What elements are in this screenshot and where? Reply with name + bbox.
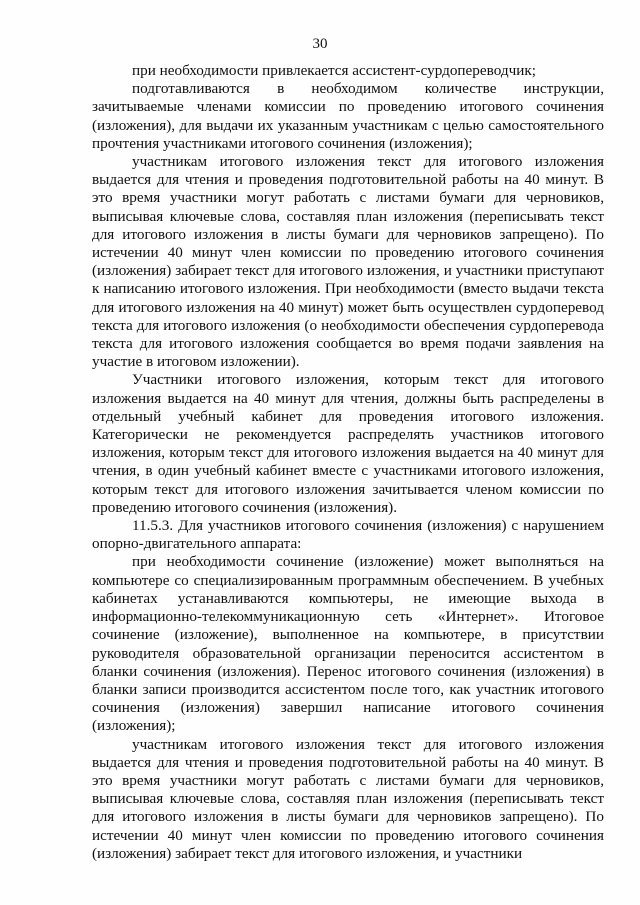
paragraph-reading-time: участникам итогового изложения текст для итогового изложения выдается для чтения и проведения подготовительной работы на 40 минут. В это время участники могут работать с листами бумаги для черновиков, выписывая ключевые слова, составляя план изложения (переписывать текст для итогового изложения в листы бумаги для черновиков запрещено). По истечении 40 минут член комиссии по проведению итогового сочинения (изложения) забирает текст для итогового изложения, и участники приступают к написанию итогового изложения. При необходимости (вместо выдачи текста для итогового изложения на 40 минут) может быть осуществлен сурдоперевод текста для итогового изложения (о необходимости обеспечения сурдоперевода текста для итогового изложения сообщается во время подачи заявления на участие в итоговом изложении). bbox=[92, 153, 604, 371]
paragraph-reading-time-repeat: участникам итогового изложения текст для итогового изложения выдается для чтения и проведения подготовительной работы на 40 минут. В это время участники могут работать с листами бумаги для черновиков, выписывая ключевые слова, составляя план изложения (переписывать текст для итогового изложения в листы бумаги для черновиков запрещено). По истечении 40 минут член комиссии по проведению итогового сочинения (изложения) забирает текст для итогового изложения, и участники bbox=[92, 735, 604, 862]
section-heading-11-5-3: 11.5.3. Для участников итогового сочинения (изложения) с нарушением опорно-двигательного аппарата: bbox=[92, 517, 604, 553]
page-number: 30 bbox=[312, 36, 328, 52]
document-body bbox=[92, 62, 604, 863]
paragraph-separate-classroom: Участники итогового изложения, которым текст для итогового изложения выдается на 40 минут для чтения, должны быть распределены в отдельный учебный кабинет для проведения итогового изложения. Категорически не рекомендуется распределять участников итогового изложения, которым текст для итогового изложения выдается на 40 минут для чтения, в один учебный кабинет вместе с участниками итогового изложения, которым текст для итогового изложения зачитывается членом комиссии по проведению итогового сочинения (изложения). bbox=[92, 371, 604, 516]
paragraph-sign-language-assistant: при необходимости привлекается ассистент-сурдопереводчик; bbox=[132, 62, 536, 79]
paragraph-instructions: подготавливаются в необходимом количестве инструкции, зачитываемые членами комиссии по проведению итогового сочинения (изложения), для выдачи их указанным участникам с целью самостоятельного прочтения участниками итогового сочинения (изложения); bbox=[92, 80, 604, 152]
paragraph-computer-use: при необходимости сочинение (изложение) может выполняться на компьютере со специализированным программным обеспечением. В учебных кабинетах устанавливаются компьютеры, не имеющие выхода в информационно-телекоммуникационную сеть «Интернет». Итоговое сочинение (изложение), выполненное на компьютере, в присутствии руководителя образовательной организации переносится ассистентом в бланки сочинения (изложения). Перенос итогового сочинения (изложения) в бланки записи производится ассистентом после того, как участник итогового сочинения (изложения) завершил написание итогового сочинения (изложения); bbox=[92, 553, 604, 735]
